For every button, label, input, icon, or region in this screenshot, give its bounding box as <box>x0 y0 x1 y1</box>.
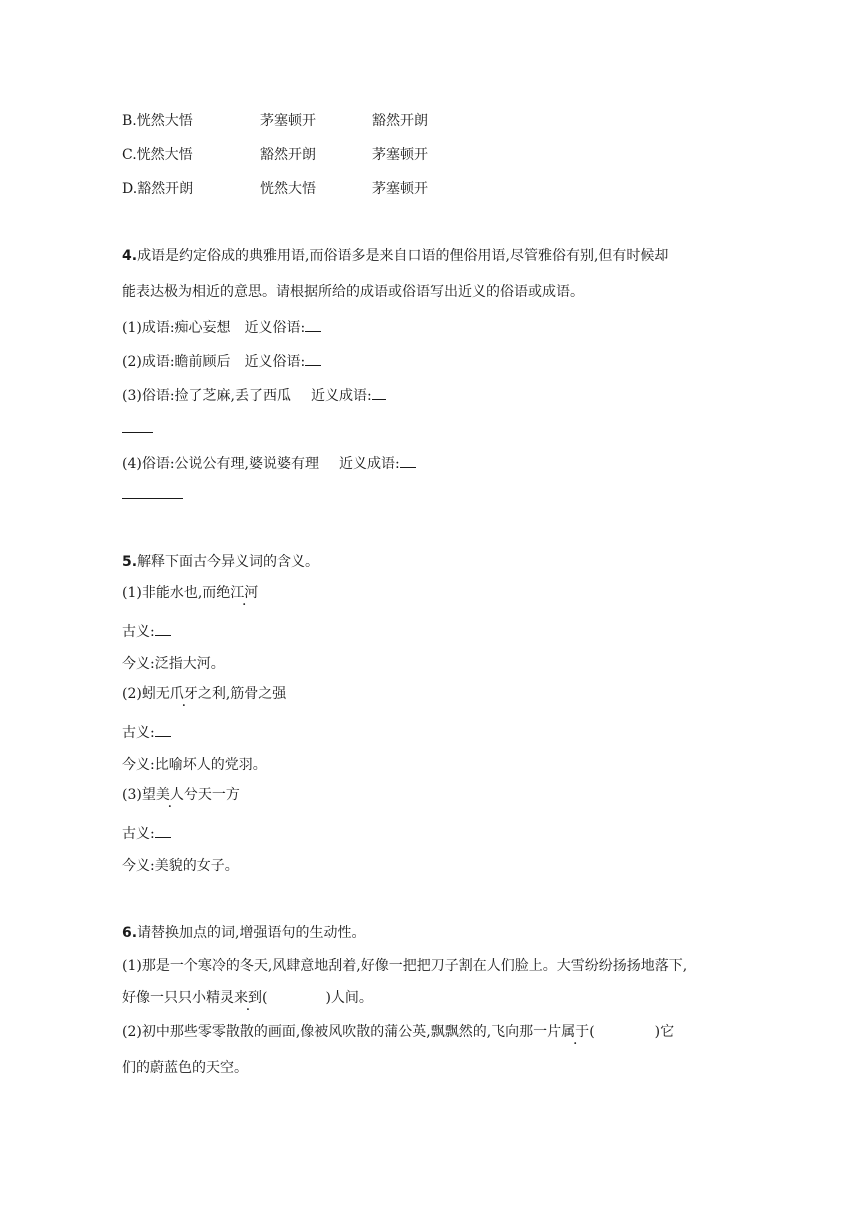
emphasized-word: 爪牙 <box>169 686 198 702</box>
emphasized-word: 属于 <box>561 1024 590 1040</box>
q5-gu-1: 古义: <box>122 620 171 642</box>
q6-passage-2-line2: 们的蔚蓝色的天空。 <box>122 1060 248 1076</box>
q5-gu-3: 古义: <box>122 822 171 844</box>
q6-passage-1-line1: (1)那是一个寒冷的冬天,风肆意地刮着,好像一把把刀子割在人们脸上。大雪纷纷扬扬地落下, <box>122 958 688 974</box>
answer-blank[interactable] <box>305 350 321 366</box>
answer-blank[interactable] <box>305 316 321 332</box>
q3-option-c: C.恍然大悟 豁然开朗 茅塞顿开 <box>122 147 428 163</box>
q5-jin-2: 今义:比喻坏人的党羽。 <box>122 757 267 773</box>
q5-sentence-3: (3)望美人兮天一方 <box>122 787 240 803</box>
q6-passage-1-line2: 好像一只只小精灵来到( )人间。 <box>122 990 373 1006</box>
q3-option-b: B.恍然大悟 茅塞顿开 豁然开朗 <box>122 113 428 129</box>
q5-jin-1: 今义:泛指大河。 <box>122 656 225 672</box>
q3-option-d: D.豁然开朗 恍然大悟 茅塞顿开 <box>122 181 428 197</box>
answer-line-continuation[interactable] <box>122 432 153 433</box>
answer-blank[interactable] <box>372 384 386 400</box>
q6-stem: 6.请替换加点的词,增强语句的生动性。 <box>122 925 366 941</box>
q5-sentence-1: (1)非能水也,而绝江河 <box>122 585 259 601</box>
answer-line-continuation[interactable] <box>122 498 183 499</box>
q4-item-4: (4)俗语:公说公有理,婆说婆有理 近义成语: <box>122 452 416 474</box>
q4-stem-line1: 4.成语是约定俗成的典雅用语,而俗语多是来自口语的俚俗用语,尽管雅俗有别,但有时候却 <box>122 248 669 264</box>
emphasized-word: 来到 <box>234 990 262 1006</box>
q6-passage-2-line1: (2)初中那些零零散散的画面,像被风吹散的蒲公英,飘飘然的,飞向那一片属于( )它 <box>122 1024 675 1040</box>
q5-stem: 5.解释下面古今异义词的含义。 <box>122 554 320 570</box>
emphasized-word: 江河 <box>230 585 259 601</box>
q5-gu-2: 古义: <box>122 721 171 743</box>
q4-stem-line2: 能表达极为相近的意思。请根据所给的成语或俗语写出近义的俗语或成语。 <box>122 284 584 300</box>
emphasized-word: 美人 <box>155 787 184 803</box>
answer-blank[interactable] <box>155 721 171 737</box>
answer-blank[interactable] <box>400 452 416 468</box>
q5-jin-3: 今义:美貌的女子。 <box>122 858 239 874</box>
q4-item-3: (3)俗语:捡了芝麻,丢了西瓜 近义成语: <box>122 384 386 406</box>
q4-item-2: (2)成语:瞻前顾后 近义俗语: <box>122 350 321 372</box>
q5-sentence-2: (2)蚓无爪牙之利,筋骨之强 <box>122 686 287 702</box>
q4-item-1: (1)成语:痴心妄想 近义俗语: <box>122 316 321 338</box>
answer-blank[interactable] <box>155 822 171 838</box>
answer-blank[interactable] <box>155 620 171 636</box>
